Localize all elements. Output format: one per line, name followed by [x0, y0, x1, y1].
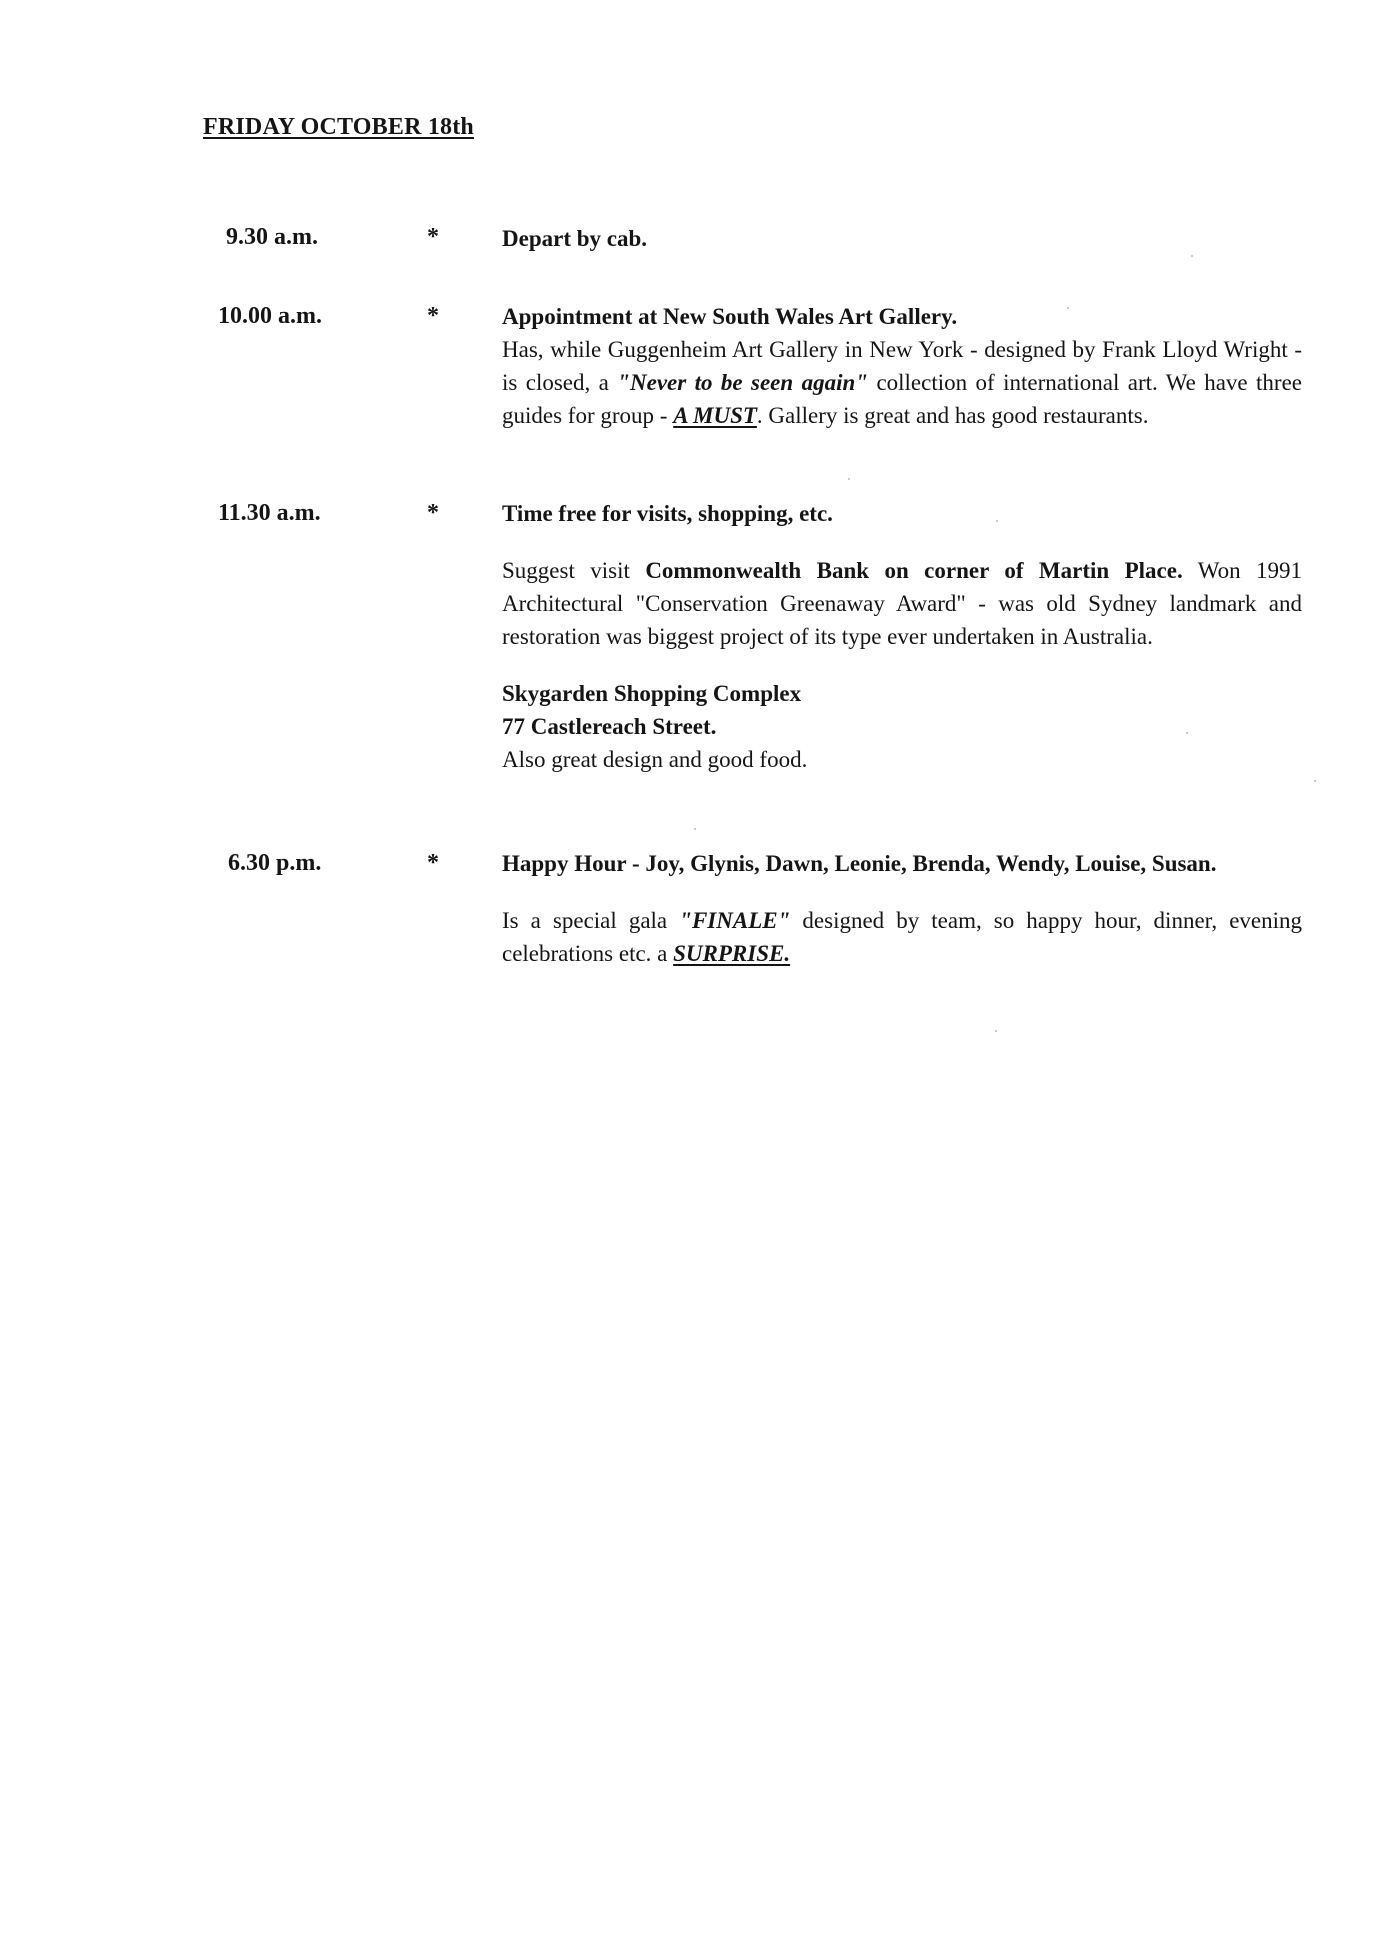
description-text: Won 1991 Architectural "Conservation Greenaway Award" - was old Sydney landmark and restoration was biggest project of its type ever undertaken in Australia. [502, 558, 1303, 649]
venue-note: Also great design and good food. [502, 747, 808, 772]
bullet-asterisk: * [427, 850, 439, 876]
entry-time: 6.30 p.m. [228, 850, 322, 876]
entry-content [502, 497, 1302, 776]
scan-speck [996, 520, 998, 522]
scan-speck [1067, 307, 1069, 309]
entry-title: Time free for visits, shopping, etc. [502, 501, 833, 526]
entry-title: Happy Hour - Joy, Glynis, Dawn, Leonie, Brenda, Wendy, Louise, Susan. [502, 851, 1217, 876]
scan-speck [1191, 255, 1193, 257]
description-text: Suggest visit [502, 558, 646, 583]
entry-content [502, 300, 1302, 432]
entry-description [502, 333, 1302, 432]
emphasis-must: A MUST [673, 403, 757, 428]
entry-description [502, 554, 1302, 653]
venue-name: Skygarden Shopping Complex [502, 681, 802, 706]
entry-time: 10.00 a.m. [218, 303, 322, 329]
emphasis-bank: Commonwealth Bank on corner of Martin Place. [645, 558, 1183, 583]
scan-speck [694, 828, 696, 830]
emphasis-finale: "FINALE" [679, 908, 791, 933]
venue-address: 77 Castlereach Street. [502, 714, 717, 739]
description-text: designed by team, so happy hour, dinner, evening celebrations etc. a [502, 908, 1303, 966]
description-text: Is a special gala [502, 908, 680, 933]
emphasis-surprise: SURPRISE. [673, 941, 791, 966]
emphasis-quote: "Never to be seen again" [617, 370, 869, 395]
entry-title: Depart by cab. [502, 226, 648, 251]
scan-speck [1186, 732, 1188, 734]
scan-speck [1314, 780, 1316, 782]
entry-content [502, 222, 1302, 255]
entry-time: 11.30 a.m. [218, 500, 321, 526]
entry-title: Appointment at New South Wales Art Gallery. [502, 304, 958, 329]
description-text: Has, while Guggenheim Art Gallery in New York - designed by Frank Lloyd Wright - is closed, a [502, 337, 1302, 395]
description-text: . Gallery is great and has good restaurants. [756, 403, 1149, 428]
entry-content [502, 847, 1302, 970]
scan-speck [848, 478, 850, 480]
bullet-asterisk: * [427, 224, 439, 250]
scan-speck [995, 1030, 997, 1032]
entry-time: 9.30 a.m. [226, 224, 318, 250]
bullet-asterisk: * [427, 303, 439, 329]
page-heading: FRIDAY OCTOBER 18th [203, 114, 474, 140]
entry-description [502, 904, 1302, 970]
description-text: collection of international art. We have three guides for group - [502, 370, 1302, 428]
bullet-asterisk: * [427, 500, 439, 526]
